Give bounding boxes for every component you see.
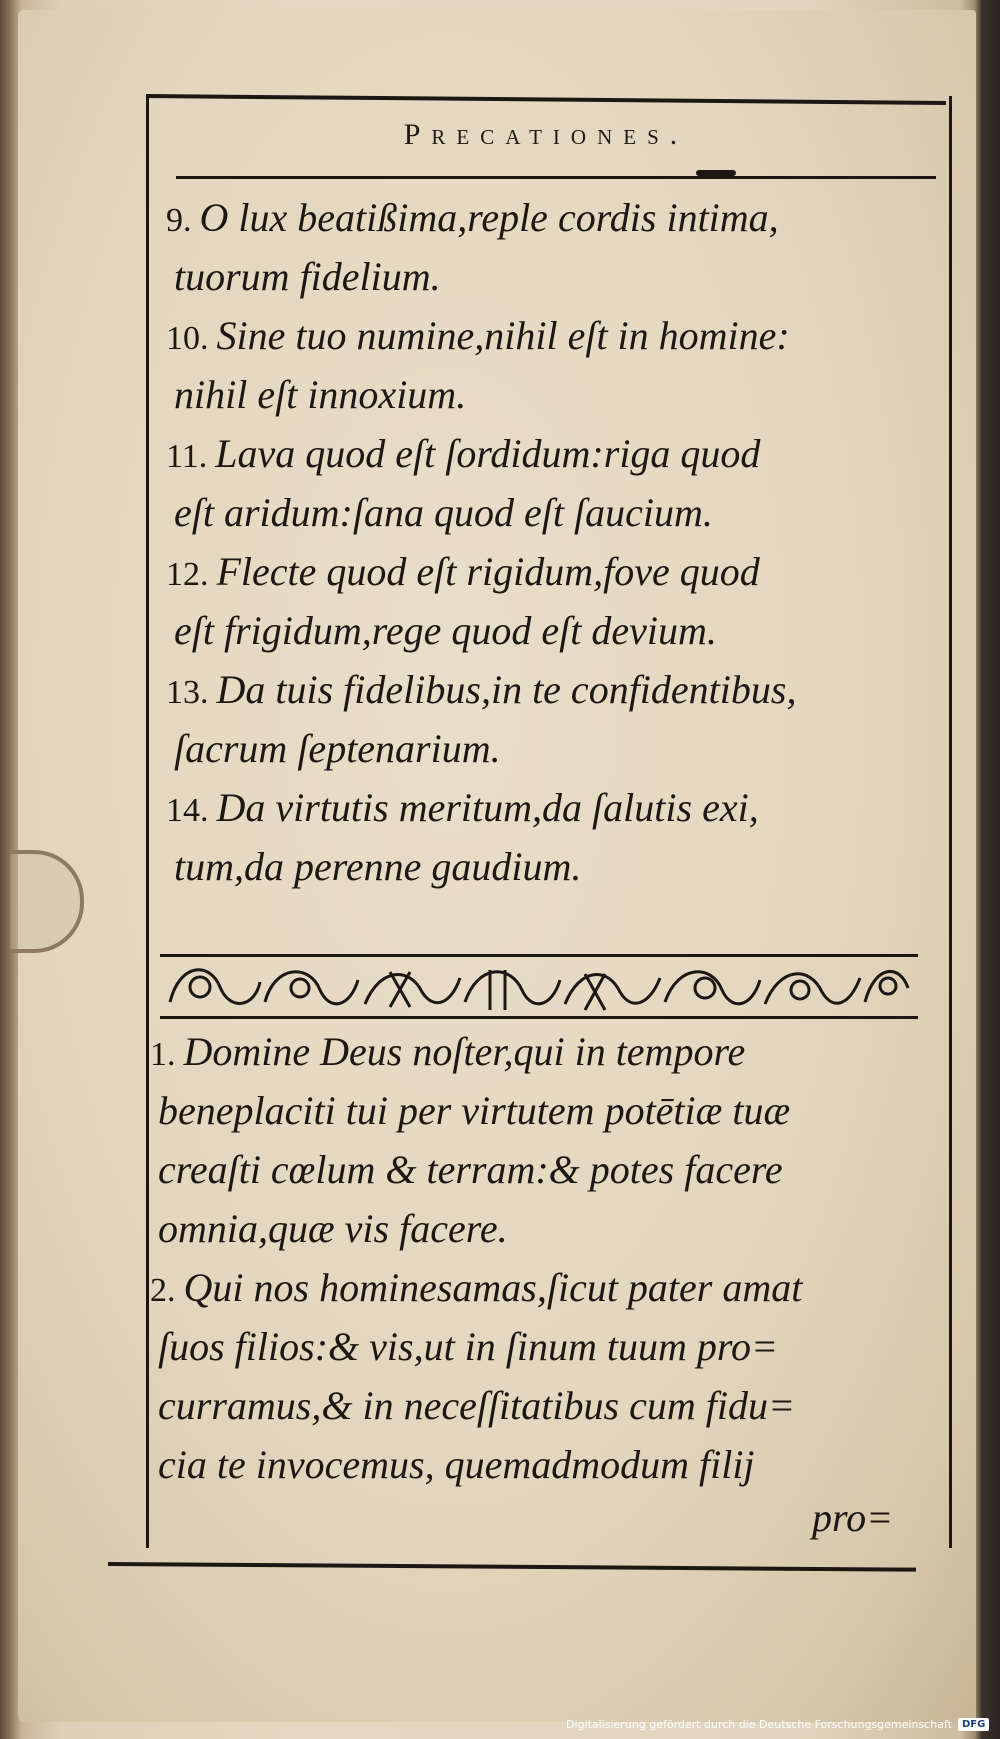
text-line — [150, 1140, 922, 1199]
paragraph-number: 2. — [150, 1272, 176, 1309]
printers-ornament-band — [160, 952, 918, 1022]
line-text: ſuos filios:& vis,ut in ſinum tuum pro= — [158, 1324, 778, 1369]
text-line — [166, 188, 926, 247]
verse-number: 11. — [166, 438, 208, 475]
prayer-block — [150, 1022, 922, 1494]
line-text: tuorum fidelium. — [174, 254, 441, 299]
line-text: eſt frigidum,rege quod eſt devium. — [174, 608, 717, 653]
catchword: pro= — [812, 1495, 894, 1540]
text-line — [166, 306, 926, 365]
line-text: creaſti cœlum & terram:& potes facere — [158, 1147, 783, 1192]
text-line — [150, 1435, 922, 1494]
hymn-block — [166, 188, 926, 896]
text-line — [166, 837, 926, 896]
credit-text: Digitalisierung gefördert durch die Deutsche Forschungsgemeinschaft — [566, 1717, 952, 1731]
dfg-logo: DFG — [958, 1718, 989, 1731]
text-line — [166, 778, 926, 837]
text-line — [150, 1258, 922, 1317]
line-text: tum,da perenne gaudium. — [174, 844, 582, 889]
line-text: Flecte quod eſt rigidum,fove quod — [216, 549, 760, 594]
line-text: Lava quod eſt ſordidum:riga quod — [215, 431, 761, 476]
verse-number: 12. — [166, 556, 209, 593]
text-line — [150, 1317, 922, 1376]
text-line — [166, 424, 926, 483]
paragraph-number: 1. — [150, 1036, 176, 1073]
line-text: O lux beatißima,reple cordis intima, — [199, 195, 779, 240]
text-line — [166, 542, 926, 601]
line-text: ſacrum ſeptenarium. — [174, 726, 501, 771]
header-rule-flourish — [696, 170, 736, 176]
digitization-credit — [566, 1714, 989, 1734]
text-line — [166, 660, 926, 719]
verse-number: 10. — [166, 320, 209, 357]
line-text: Qui nos hominesamas,ſicut pater amat — [183, 1265, 803, 1310]
text-line — [150, 1199, 922, 1258]
book-clasp — [10, 850, 84, 953]
text-line — [166, 365, 926, 424]
line-text: cia te invocemus, quemadmodum filij — [158, 1442, 755, 1487]
line-text: beneplaciti tui per virtutem potētiæ tuæ — [158, 1088, 791, 1133]
line-text: nihil eſt innoxium. — [174, 372, 467, 417]
text-line — [166, 719, 926, 778]
line-text: Domine Deus noſter,qui in tempore — [183, 1029, 746, 1074]
verse-number: 13. — [166, 674, 209, 711]
running-head: Precationes. — [403, 118, 689, 151]
line-text: curramus,& in neceſſitatibus cum fidu= — [158, 1383, 795, 1428]
text-line — [150, 1376, 922, 1435]
text-line — [166, 247, 926, 306]
text-line — [150, 1022, 922, 1081]
line-text: omnia,quæ vis facere. — [158, 1206, 508, 1251]
header-rule — [176, 176, 936, 179]
line-text: eſt aridum:ſana quod eſt ſaucium. — [174, 490, 713, 535]
text-line — [166, 483, 926, 542]
line-text: Da virtutis meritum,da ſalutis exi, — [216, 785, 759, 830]
verse-number: 9. — [166, 202, 192, 239]
verse-number: 14. — [166, 792, 209, 829]
text-line — [150, 1081, 922, 1140]
text-line — [166, 601, 926, 660]
line-text: Sine tuo numine,nihil eſt in homine: — [216, 313, 790, 358]
line-text: Da tuis fidelibus,in te confidentibus, — [216, 667, 797, 712]
